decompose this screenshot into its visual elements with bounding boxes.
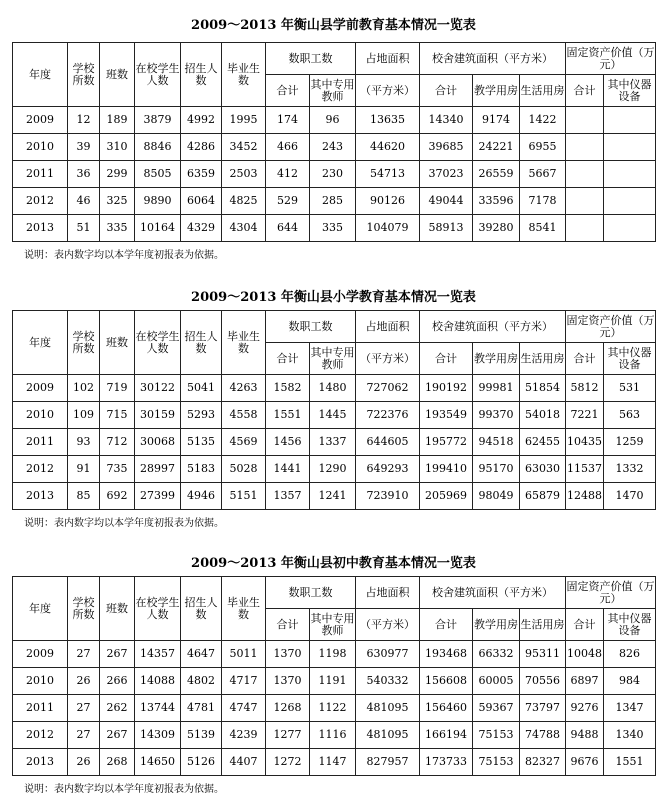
table-cell: 4825	[222, 188, 266, 215]
header-classes: 班数	[100, 43, 135, 107]
table-cell: 727062	[356, 375, 420, 402]
table-cell: 11537	[566, 456, 604, 483]
data-table	[12, 42, 656, 242]
table-cell	[604, 161, 656, 188]
table-cell: 335	[310, 215, 356, 242]
table-cell: 60005	[473, 668, 520, 695]
table-row	[13, 722, 656, 749]
header-assets-equipment: 其中仪器设备	[604, 75, 656, 107]
table-cell: 262	[100, 695, 135, 722]
header-building-living: 生活用房	[520, 609, 566, 641]
table-cell: 2012	[13, 456, 68, 483]
table-cell: 27	[68, 722, 100, 749]
table-cell: 62455	[520, 429, 566, 456]
table-cell: 719	[100, 375, 135, 402]
table-cell: 1198	[310, 641, 356, 668]
header-staff: 数职工数	[266, 311, 356, 343]
table-cell: 1340	[604, 722, 656, 749]
table-cell: 98049	[473, 483, 520, 510]
header-building-teaching: 教学用房	[473, 343, 520, 375]
table-cell: 826	[604, 641, 656, 668]
table-cell: 95170	[473, 456, 520, 483]
table-cell: 82327	[520, 749, 566, 776]
table-row	[13, 188, 656, 215]
table-cell: 4329	[181, 215, 222, 242]
table-row	[13, 215, 656, 242]
table-cell: 735	[100, 456, 135, 483]
table-cell	[566, 188, 604, 215]
table-cell: 540332	[356, 668, 420, 695]
table-cell: 1290	[310, 456, 356, 483]
table-cell: 412	[266, 161, 310, 188]
table-cell: 4239	[222, 722, 266, 749]
table-cell: 30068	[135, 429, 181, 456]
header-building: 校舍建筑面积（平方米）	[420, 577, 566, 609]
table-cell: 2012	[13, 722, 68, 749]
table-cell: 30122	[135, 375, 181, 402]
header-assets: 固定资产价值（万元）	[566, 43, 656, 75]
table-row	[13, 695, 656, 722]
header-building-total: 合计	[420, 75, 473, 107]
table-cell: 99981	[473, 375, 520, 402]
table-cell: 27399	[135, 483, 181, 510]
table-cell: 267	[100, 722, 135, 749]
table-cell: 90126	[356, 188, 420, 215]
table-cell: 1357	[266, 483, 310, 510]
table-cell: 51854	[520, 375, 566, 402]
table-cell: 24221	[473, 134, 520, 161]
header-admitted: 招生人数	[181, 577, 222, 641]
table-title: 2009～2013 年衡山县小学教育基本情况一览表	[191, 290, 476, 305]
table-cell: 12488	[566, 483, 604, 510]
table-cell: 4407	[222, 749, 266, 776]
table-row	[13, 107, 656, 134]
table-row	[13, 641, 656, 668]
table-cell: 466	[266, 134, 310, 161]
table-cell: 102	[68, 375, 100, 402]
table-cell: 644605	[356, 429, 420, 456]
table-cell: 4747	[222, 695, 266, 722]
table-cell: 26559	[473, 161, 520, 188]
table-cell: 723910	[356, 483, 420, 510]
table-cell: 2011	[13, 161, 68, 188]
table-cell: 44620	[356, 134, 420, 161]
table-cell: 4802	[181, 668, 222, 695]
header-building: 校舍建筑面积（平方米）	[420, 311, 566, 343]
table-cell: 6064	[181, 188, 222, 215]
table-cell: 30159	[135, 402, 181, 429]
table-cell: 9890	[135, 188, 181, 215]
header-assets-total: 合计	[566, 609, 604, 641]
table-cell: 630977	[356, 641, 420, 668]
table-cell: 2010	[13, 402, 68, 429]
table-cell: 6897	[566, 668, 604, 695]
table-cell: 644	[266, 215, 310, 242]
table-cell: 1441	[266, 456, 310, 483]
table-row	[13, 429, 656, 456]
header-land-unit: （平方米）	[356, 609, 420, 641]
table-cell	[604, 134, 656, 161]
table-cell: 39280	[473, 215, 520, 242]
table-row	[13, 749, 656, 776]
table-cell: 1445	[310, 402, 356, 429]
table-cell: 199410	[420, 456, 473, 483]
table-cell: 14088	[135, 668, 181, 695]
table-cell: 268	[100, 749, 135, 776]
table-cell: 8541	[520, 215, 566, 242]
table-cell: 243	[310, 134, 356, 161]
table-cell	[566, 161, 604, 188]
table-cell: 4304	[222, 215, 266, 242]
header-schools: 学校所数	[68, 577, 100, 641]
table-cell	[566, 107, 604, 134]
table-cell: 8505	[135, 161, 181, 188]
header-classes: 班数	[100, 577, 135, 641]
header-admitted: 招生人数	[181, 311, 222, 375]
table-cell: 1995	[222, 107, 266, 134]
table-cell: 1332	[604, 456, 656, 483]
table-cell: 14309	[135, 722, 181, 749]
header-land-unit: （平方米）	[356, 75, 420, 107]
header-land-unit: （平方米）	[356, 343, 420, 375]
table-cell	[566, 134, 604, 161]
table-cell: 5028	[222, 456, 266, 483]
table-cell: 7221	[566, 402, 604, 429]
table-cell: 335	[100, 215, 135, 242]
table-cell: 174	[266, 107, 310, 134]
table-cell: 266	[100, 668, 135, 695]
table-cell: 156460	[420, 695, 473, 722]
table-cell: 5812	[566, 375, 604, 402]
table-cell: 1122	[310, 695, 356, 722]
table-cell: 715	[100, 402, 135, 429]
table-cell: 325	[100, 188, 135, 215]
data-table	[12, 310, 656, 510]
table-cell: 531	[604, 375, 656, 402]
header-building-living: 生活用房	[520, 343, 566, 375]
table-cell: 189	[100, 107, 135, 134]
header-building: 校舍建筑面积（平方米）	[420, 43, 566, 75]
table-cell: 66332	[473, 641, 520, 668]
table-cell: 193549	[420, 402, 473, 429]
table-cell: 10048	[566, 641, 604, 668]
table-cell: 190192	[420, 375, 473, 402]
header-staff-total: 合计	[266, 609, 310, 641]
table-cell: 10435	[566, 429, 604, 456]
table-cell: 5041	[181, 375, 222, 402]
table-row	[13, 668, 656, 695]
table-cell: 7178	[520, 188, 566, 215]
table-cell: 75153	[473, 749, 520, 776]
table-cell: 166194	[420, 722, 473, 749]
header-graduated: 毕业生数	[222, 43, 266, 107]
table-cell: 1347	[604, 695, 656, 722]
table-cell: 692	[100, 483, 135, 510]
table-cell: 5126	[181, 749, 222, 776]
table-cell: 827957	[356, 749, 420, 776]
table-cell: 2503	[222, 161, 266, 188]
table-cell: 6955	[520, 134, 566, 161]
table-cell: 1272	[266, 749, 310, 776]
table-cell: 156608	[420, 668, 473, 695]
table-cell: 27	[68, 695, 100, 722]
table-note: 说明：表内数字均以本学年度初报表为依据。	[24, 518, 224, 529]
table-cell: 9276	[566, 695, 604, 722]
header-building-teaching: 教学用房	[473, 609, 520, 641]
table-cell: 4286	[181, 134, 222, 161]
header-classes: 班数	[100, 311, 135, 375]
table-cell: 310	[100, 134, 135, 161]
table-cell: 4946	[181, 483, 222, 510]
table-cell: 28997	[135, 456, 181, 483]
header-staff-total: 合计	[266, 75, 310, 107]
header-land: 占地面积	[356, 577, 420, 609]
table-row	[13, 375, 656, 402]
header-staff-teachers: 其中专用教师	[310, 609, 356, 641]
table-cell: 1582	[266, 375, 310, 402]
table-cell: 285	[310, 188, 356, 215]
table-cell: 74788	[520, 722, 566, 749]
table-cell: 54713	[356, 161, 420, 188]
table-cell: 14357	[135, 641, 181, 668]
header-land: 占地面积	[356, 43, 420, 75]
header-staff-teachers: 其中专用教师	[310, 343, 356, 375]
table-cell: 4263	[222, 375, 266, 402]
table-cell: 59367	[473, 695, 520, 722]
header-staff: 数职工数	[266, 577, 356, 609]
table-cell: 1480	[310, 375, 356, 402]
table-cell: 4717	[222, 668, 266, 695]
header-land: 占地面积	[356, 311, 420, 343]
table-cell	[604, 188, 656, 215]
table-cell: 712	[100, 429, 135, 456]
table-cell: 1268	[266, 695, 310, 722]
table-cell: 4781	[181, 695, 222, 722]
table-cell: 13744	[135, 695, 181, 722]
table-cell: 984	[604, 668, 656, 695]
table-cell: 54018	[520, 402, 566, 429]
table-cell: 173733	[420, 749, 473, 776]
table-cell	[604, 215, 656, 242]
table-cell: 4558	[222, 402, 266, 429]
table-cell: 27	[68, 641, 100, 668]
table-cell: 1277	[266, 722, 310, 749]
table-cell: 85	[68, 483, 100, 510]
header-staff-total: 合计	[266, 343, 310, 375]
header-building-total: 合计	[420, 343, 473, 375]
table-cell: 2011	[13, 695, 68, 722]
table-cell: 93	[68, 429, 100, 456]
table-cell: 46	[68, 188, 100, 215]
header-year: 年度	[13, 43, 68, 107]
table-cell: 3452	[222, 134, 266, 161]
table-cell: 4992	[181, 107, 222, 134]
table-cell: 193468	[420, 641, 473, 668]
table-note: 说明：表内数字均以本学年度初报表为依据。	[24, 784, 224, 795]
table-cell: 14340	[420, 107, 473, 134]
header-assets: 固定资产价值（万元）	[566, 577, 656, 609]
table-cell: 1470	[604, 483, 656, 510]
header-enrolled: 在校学生人数	[135, 43, 181, 107]
table-cell: 9488	[566, 722, 604, 749]
table-cell: 2009	[13, 375, 68, 402]
table-row	[13, 134, 656, 161]
table-cell: 2012	[13, 188, 68, 215]
table-cell: 63030	[520, 456, 566, 483]
table-cell: 5139	[181, 722, 222, 749]
table-cell: 9676	[566, 749, 604, 776]
table-cell: 5151	[222, 483, 266, 510]
table-cell: 99370	[473, 402, 520, 429]
table-cell: 49044	[420, 188, 473, 215]
table-cell: 529	[266, 188, 310, 215]
table-title: 2009～2013 年衡山县学前教育基本情况一览表	[191, 18, 476, 33]
table-cell: 37023	[420, 161, 473, 188]
table-cell	[604, 107, 656, 134]
header-graduated: 毕业生数	[222, 311, 266, 375]
table-cell: 1370	[266, 668, 310, 695]
table-cell: 3879	[135, 107, 181, 134]
header-assets: 固定资产价值（万元）	[566, 311, 656, 343]
table-cell	[566, 215, 604, 242]
table-cell: 1456	[266, 429, 310, 456]
table-cell: 1370	[266, 641, 310, 668]
table-cell: 70556	[520, 668, 566, 695]
table-cell: 649293	[356, 456, 420, 483]
header-assets-total: 合计	[566, 343, 604, 375]
header-assets-equipment: 其中仪器设备	[604, 343, 656, 375]
table-cell: 9174	[473, 107, 520, 134]
table-cell: 2009	[13, 107, 68, 134]
table-note: 说明：表内数字均以本学年度初报表为依据。	[24, 250, 224, 261]
header-building-teaching: 教学用房	[473, 75, 520, 107]
table-cell: 75153	[473, 722, 520, 749]
table-cell: 2010	[13, 668, 68, 695]
table-cell: 4569	[222, 429, 266, 456]
table-cell: 2011	[13, 429, 68, 456]
table-cell: 5011	[222, 641, 266, 668]
table-cell: 1337	[310, 429, 356, 456]
table-cell: 5183	[181, 456, 222, 483]
table-cell: 481095	[356, 695, 420, 722]
table-cell: 10164	[135, 215, 181, 242]
header-admitted: 招生人数	[181, 43, 222, 107]
table-cell: 1422	[520, 107, 566, 134]
table-cell: 230	[310, 161, 356, 188]
table-cell: 13635	[356, 107, 420, 134]
header-enrolled: 在校学生人数	[135, 577, 181, 641]
table-cell: 39	[68, 134, 100, 161]
table-cell: 109	[68, 402, 100, 429]
table-cell: 33596	[473, 188, 520, 215]
table-cell: 481095	[356, 722, 420, 749]
table-cell: 91	[68, 456, 100, 483]
header-assets-equipment: 其中仪器设备	[604, 609, 656, 641]
header-building-living: 生活用房	[520, 75, 566, 107]
header-staff-teachers: 其中专用教师	[310, 75, 356, 107]
table-row	[13, 161, 656, 188]
table-cell: 1116	[310, 722, 356, 749]
table-cell: 4647	[181, 641, 222, 668]
table-cell: 1259	[604, 429, 656, 456]
header-graduated: 毕业生数	[222, 577, 266, 641]
table-cell: 195772	[420, 429, 473, 456]
table-cell: 95311	[520, 641, 566, 668]
header-year: 年度	[13, 577, 68, 641]
table-cell: 5135	[181, 429, 222, 456]
table-cell: 51	[68, 215, 100, 242]
table-cell: 205969	[420, 483, 473, 510]
table-cell: 563	[604, 402, 656, 429]
table-cell: 5293	[181, 402, 222, 429]
table-row	[13, 483, 656, 510]
table-cell: 2013	[13, 215, 68, 242]
header-year: 年度	[13, 311, 68, 375]
table-cell: 1191	[310, 668, 356, 695]
table-cell: 2009	[13, 641, 68, 668]
table-row	[13, 402, 656, 429]
header-enrolled: 在校学生人数	[135, 311, 181, 375]
table-cell: 8846	[135, 134, 181, 161]
table-row	[13, 456, 656, 483]
header-schools: 学校所数	[68, 43, 100, 107]
table-cell: 722376	[356, 402, 420, 429]
table-cell: 1551	[604, 749, 656, 776]
table-cell: 14650	[135, 749, 181, 776]
header-building-total: 合计	[420, 609, 473, 641]
table-cell: 26	[68, 668, 100, 695]
table-cell: 58913	[420, 215, 473, 242]
table-cell: 65879	[520, 483, 566, 510]
table-cell: 73797	[520, 695, 566, 722]
table-cell: 104079	[356, 215, 420, 242]
table-cell: 299	[100, 161, 135, 188]
data-table	[12, 576, 656, 776]
table-cell: 1147	[310, 749, 356, 776]
table-cell: 6359	[181, 161, 222, 188]
header-staff: 数职工数	[266, 43, 356, 75]
table-cell: 39685	[420, 134, 473, 161]
table-cell: 2010	[13, 134, 68, 161]
table-cell: 5667	[520, 161, 566, 188]
table-cell: 1551	[266, 402, 310, 429]
table-cell: 2013	[13, 483, 68, 510]
table-cell: 36	[68, 161, 100, 188]
table-cell: 267	[100, 641, 135, 668]
table-cell: 26	[68, 749, 100, 776]
header-schools: 学校所数	[68, 311, 100, 375]
table-cell: 12	[68, 107, 100, 134]
header-assets-total: 合计	[566, 75, 604, 107]
table-cell: 96	[310, 107, 356, 134]
table-cell: 94518	[473, 429, 520, 456]
table-cell: 1241	[310, 483, 356, 510]
table-title: 2009～2013 年衡山县初中教育基本情况一览表	[191, 556, 476, 571]
table-cell: 2013	[13, 749, 68, 776]
